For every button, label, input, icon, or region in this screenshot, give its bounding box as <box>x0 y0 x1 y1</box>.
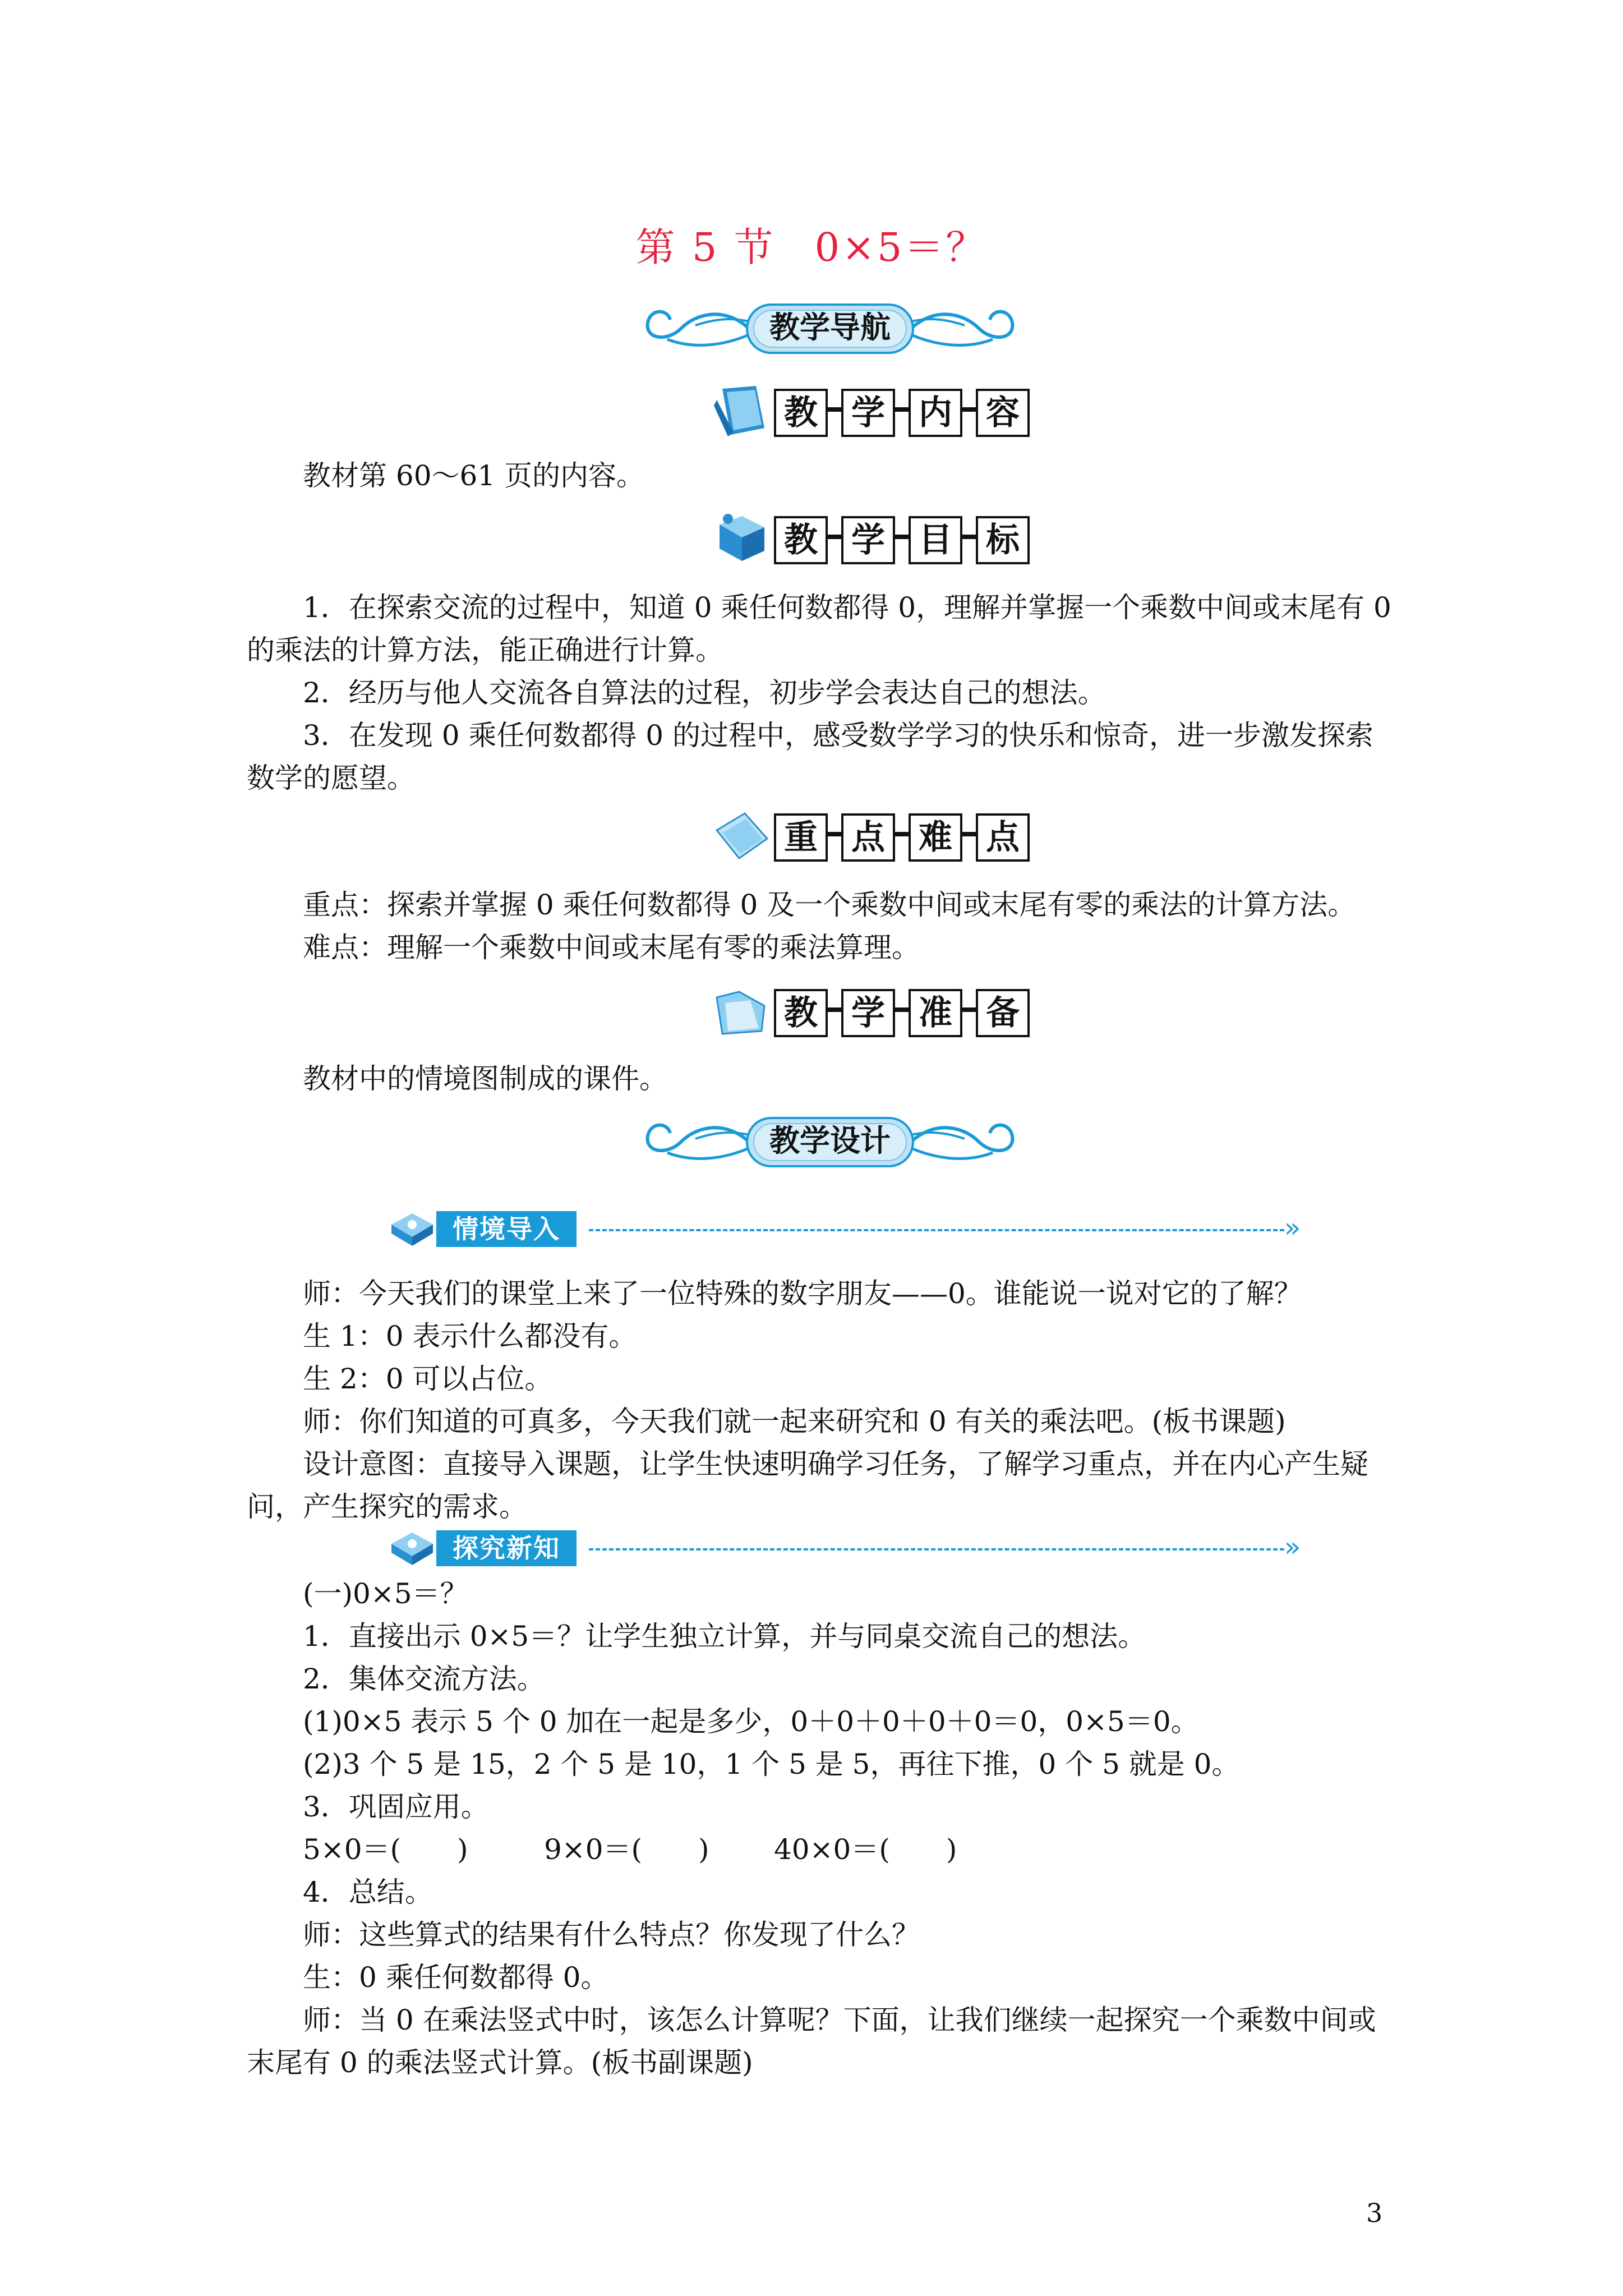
heading-char: 点 <box>841 813 895 862</box>
explore-step-2: 2．集体交流方法。 <box>303 1663 545 1695</box>
banner-label: 教学导航 <box>769 310 891 345</box>
heading-char: 难 <box>909 813 962 862</box>
heading-teaching-goals <box>711 510 1048 567</box>
title-expression: 0×5＝？ <box>814 224 988 270</box>
heading-char: 目 <box>909 516 962 564</box>
intro-line-1: 师：今天我们的课堂上来了一位特殊的数字朋友——0。谁能说一说对它的了解？ <box>303 1277 1302 1310</box>
exercise-1: 5×0＝( ) <box>303 1833 468 1866</box>
heading-char: 准 <box>909 989 962 1037</box>
explore-teacher-question: 师：这些算式的结果有什么特点？你发现了什么？ <box>303 1918 920 1951</box>
goal-1-line-2: 的乘法的计算方法，能正确进行计算。 <box>247 634 723 666</box>
books-icon <box>711 510 773 567</box>
explore-step-1: 1．直接出示 0×5＝？让学生独立计算，并与同桌交流自己的想法。 <box>303 1620 1146 1653</box>
subheading-intro <box>387 1208 1318 1248</box>
heading-teaching-content <box>711 383 1048 439</box>
banner-teaching-design <box>628 1108 1032 1175</box>
heading-char: 学 <box>841 516 895 564</box>
heading-char: 学 <box>841 389 895 437</box>
dashed-line <box>589 1548 1284 1550</box>
heading-char: 学 <box>841 989 895 1037</box>
heading-char: 备 <box>976 989 1030 1037</box>
cube-icon <box>387 1527 437 1567</box>
page-number: 3 <box>1366 2198 1383 2228</box>
intro-line-2: 生 1：0 表示什么都没有。 <box>303 1320 637 1352</box>
explore-method-1: (1)0×5 表示 5 个 0 加在一起是多少，0＋0＋0＋0＋0＝0，0×5＝0。 <box>303 1705 1199 1738</box>
prep-text: 教材中的情境图制成的课件。 <box>303 1062 667 1095</box>
intro-line-3: 生 2：0 可以占位。 <box>303 1363 553 1395</box>
folder-icon <box>711 983 773 1039</box>
explore-step-4: 4．总结。 <box>303 1876 433 1908</box>
heading-char: 内 <box>909 389 962 437</box>
explore-method-2: (2)3 个 5 是 15，2 个 5 是 10，1 个 5 是 5，再往下推，0 个 5 就是 0。 <box>303 1748 1240 1780</box>
subheading-label: 探究新知 <box>436 1530 577 1566</box>
explore-transition-line-1: 师：当 0 在乘法竖式中时，该怎么计算呢？下面，让我们继续一起探究一个乘数中间或 <box>303 2004 1376 2036</box>
papers-icon <box>711 808 773 864</box>
film-icon <box>387 1208 437 1248</box>
explore-student-answer: 生：0 乘任何数都得 0。 <box>303 1961 609 1994</box>
heading-char: 重 <box>774 813 828 862</box>
explore-part-title: (一)0×5＝？ <box>303 1577 468 1610</box>
double-arrow-icon: » <box>1284 1212 1301 1244</box>
goal-2: 2．经历与他人交流各自算法的过程，初步学会表达自己的想法。 <box>303 677 1106 709</box>
dashed-line <box>589 1229 1284 1231</box>
exercise-3: 40×0＝( ) <box>774 1833 957 1866</box>
difficult-point-text: 难点：理解一个乘数中间或末尾有零的乘法算理。 <box>303 931 920 964</box>
notebook-icon <box>711 383 773 439</box>
subheading-explore <box>387 1527 1318 1567</box>
design-intent-line-1: 设计意图：直接导入课题，让学生快速明确学习任务，了解学习重点，并在内心产生疑 <box>303 1448 1368 1480</box>
goal-3-line-1: 3．在发现 0 乘任何数都得 0 的过程中，感受数学学习的快乐和惊奇，进一步激发探索 <box>303 719 1374 752</box>
explore-step-3: 3．巩固应用。 <box>303 1791 489 1823</box>
goal-3-line-2: 数学的愿望。 <box>247 762 415 794</box>
content-text: 教材第 60～61 页的内容。 <box>303 459 645 492</box>
heading-key-points <box>711 808 1048 864</box>
heading-char: 教 <box>774 516 828 564</box>
explore-transition-line-2: 末尾有 0 的乘法竖式计算。(板书副课题) <box>247 2046 753 2079</box>
title-section: 第 5 节 <box>635 224 776 270</box>
design-intent-line-2: 问，产生探究的需求。 <box>247 1490 527 1523</box>
double-arrow-icon: » <box>1284 1531 1301 1563</box>
intro-line-4: 师：你们知道的可真多，今天我们就一起来研究和 0 有关的乘法吧。(板书课题) <box>303 1405 1286 1438</box>
page-title <box>0 216 1623 273</box>
exercise-row <box>247 1828 1436 1871</box>
exercise-2: 9×0＝( ) <box>544 1833 709 1866</box>
goal-1-line-1: 1．在探索交流的过程中，知道 0 乘任何数都得 0，理解并掌握一个乘数中间或末尾有 0 <box>303 591 1391 624</box>
heading-char: 标 <box>976 516 1030 564</box>
heading-char: 点 <box>976 813 1030 862</box>
heading-char: 教 <box>774 389 828 437</box>
banner-teaching-nav <box>628 295 1032 362</box>
heading-char: 容 <box>976 389 1030 437</box>
key-point-text: 重点：探索并掌握 0 乘任何数都得 0 及一个乘数中间或末尾有零的乘法的计算方法。 <box>303 889 1356 921</box>
heading-teaching-prep <box>711 983 1048 1039</box>
heading-char: 教 <box>774 989 828 1037</box>
banner-label: 教学设计 <box>769 1123 891 1158</box>
subheading-label: 情境导入 <box>436 1211 577 1247</box>
